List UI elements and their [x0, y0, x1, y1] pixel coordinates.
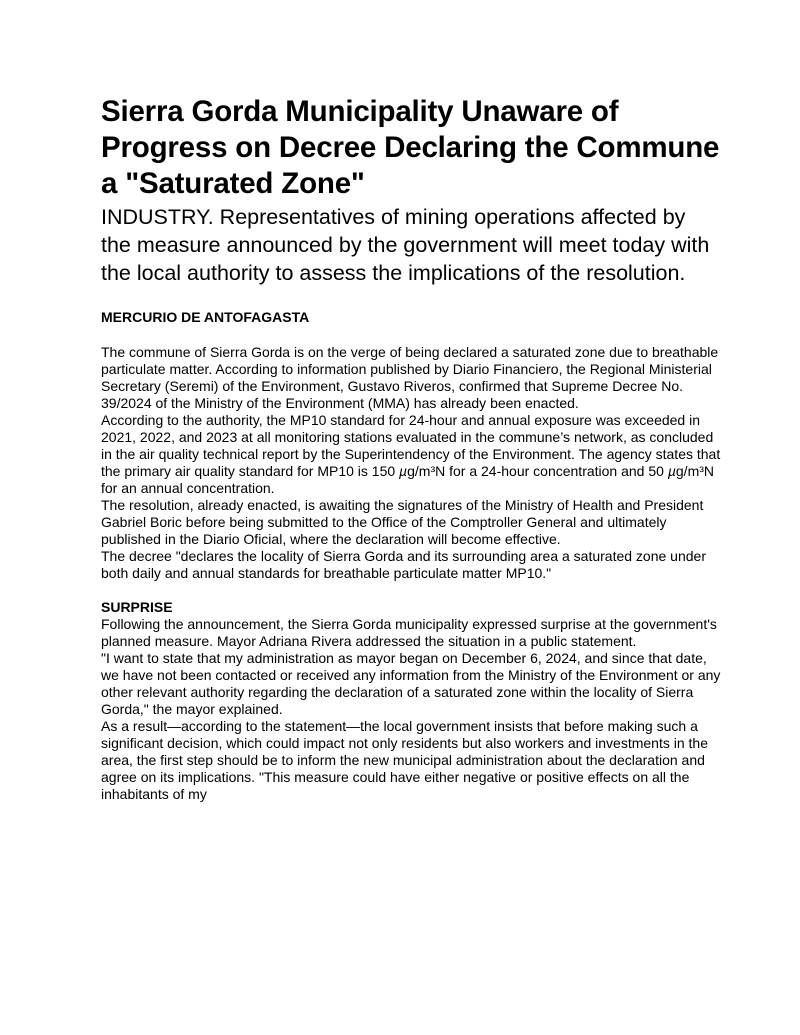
article-deck: INDUSTRY. Representatives of mining operations affected by the measure announced by the government will meet today with the local authority to assess the implications of the resolution.	[101, 205, 710, 285]
article-source: MERCURIO DE ANTOFAGASTA	[101, 309, 310, 325]
body-paragraph: Following the announcement, the Sierra Gorda municipality expressed surprise at the government's planned measure. Mayor Adriana Rivera addressed the situation in a public statement.	[101, 616, 717, 649]
body-paragraph: According to the authority, the MP10 standard for 24-hour and annual exposure was exceeded in 2021, 2022, and 2023 at all monitoring stations evaluated in the commune’s network, as concluded in the air quality technical report by the Superintendency of the Environment. The agency states that the primary air quality standard for MP10 is 150 µg/m³N for a 24-hour concentration and 50 µg/m³N for an annual concentration.	[101, 412, 721, 496]
body-paragraph: The resolution, already enacted, is awaiting the signatures of the Ministry of Health and President Gabriel Boric before being submitted to the Office of the Comptroller General and ultimately published in the Diario Oficial, where the declaration will become effective.	[101, 497, 704, 547]
body-paragraph: The decree "declares the locality of Sierra Gorda and its surrounding area a saturated zone under both daily and annual standards for breathable particulate matter MP10."	[101, 548, 706, 581]
body-paragraph: "I want to state that my administration as mayor began on December 6, 2024, and since that date, we have not been contacted or received any information from the Ministry of the Environment or any other relevant authority regarding the declaration of a saturated zone within the locality of Sierra Gorda," the mayor explained.	[101, 650, 721, 717]
article-page	[101, 94, 721, 803]
body-paragraph: As a result—according to the statement—the local government insists that before making such a significant decision, which could impact not only residents but also workers and investments in the area, the first step should be to inform the new municipal administration about the declaration and agree on its implications. "This measure could have either negative or positive effects on all the inhabitants of my	[101, 718, 708, 802]
article-body	[101, 344, 721, 803]
body-paragraph: The commune of Sierra Gorda is on the verge of being declared a saturated zone due to breathable particulate matter. According to information published by Diario Financiero, the Regional Ministerial Secretary (Seremi) of the Environment, Gustavo Riveros, confirmed that Supreme Decree No. 39/2024 of the Ministry of the Environment (MMA) has already been enacted.	[101, 344, 719, 411]
section-subhead: SURPRISE	[101, 599, 173, 615]
article-headline: Sierra Gorda Municipality Unaware of Progress on Decree Declaring the Commune a "Saturated Zone"	[101, 95, 720, 200]
